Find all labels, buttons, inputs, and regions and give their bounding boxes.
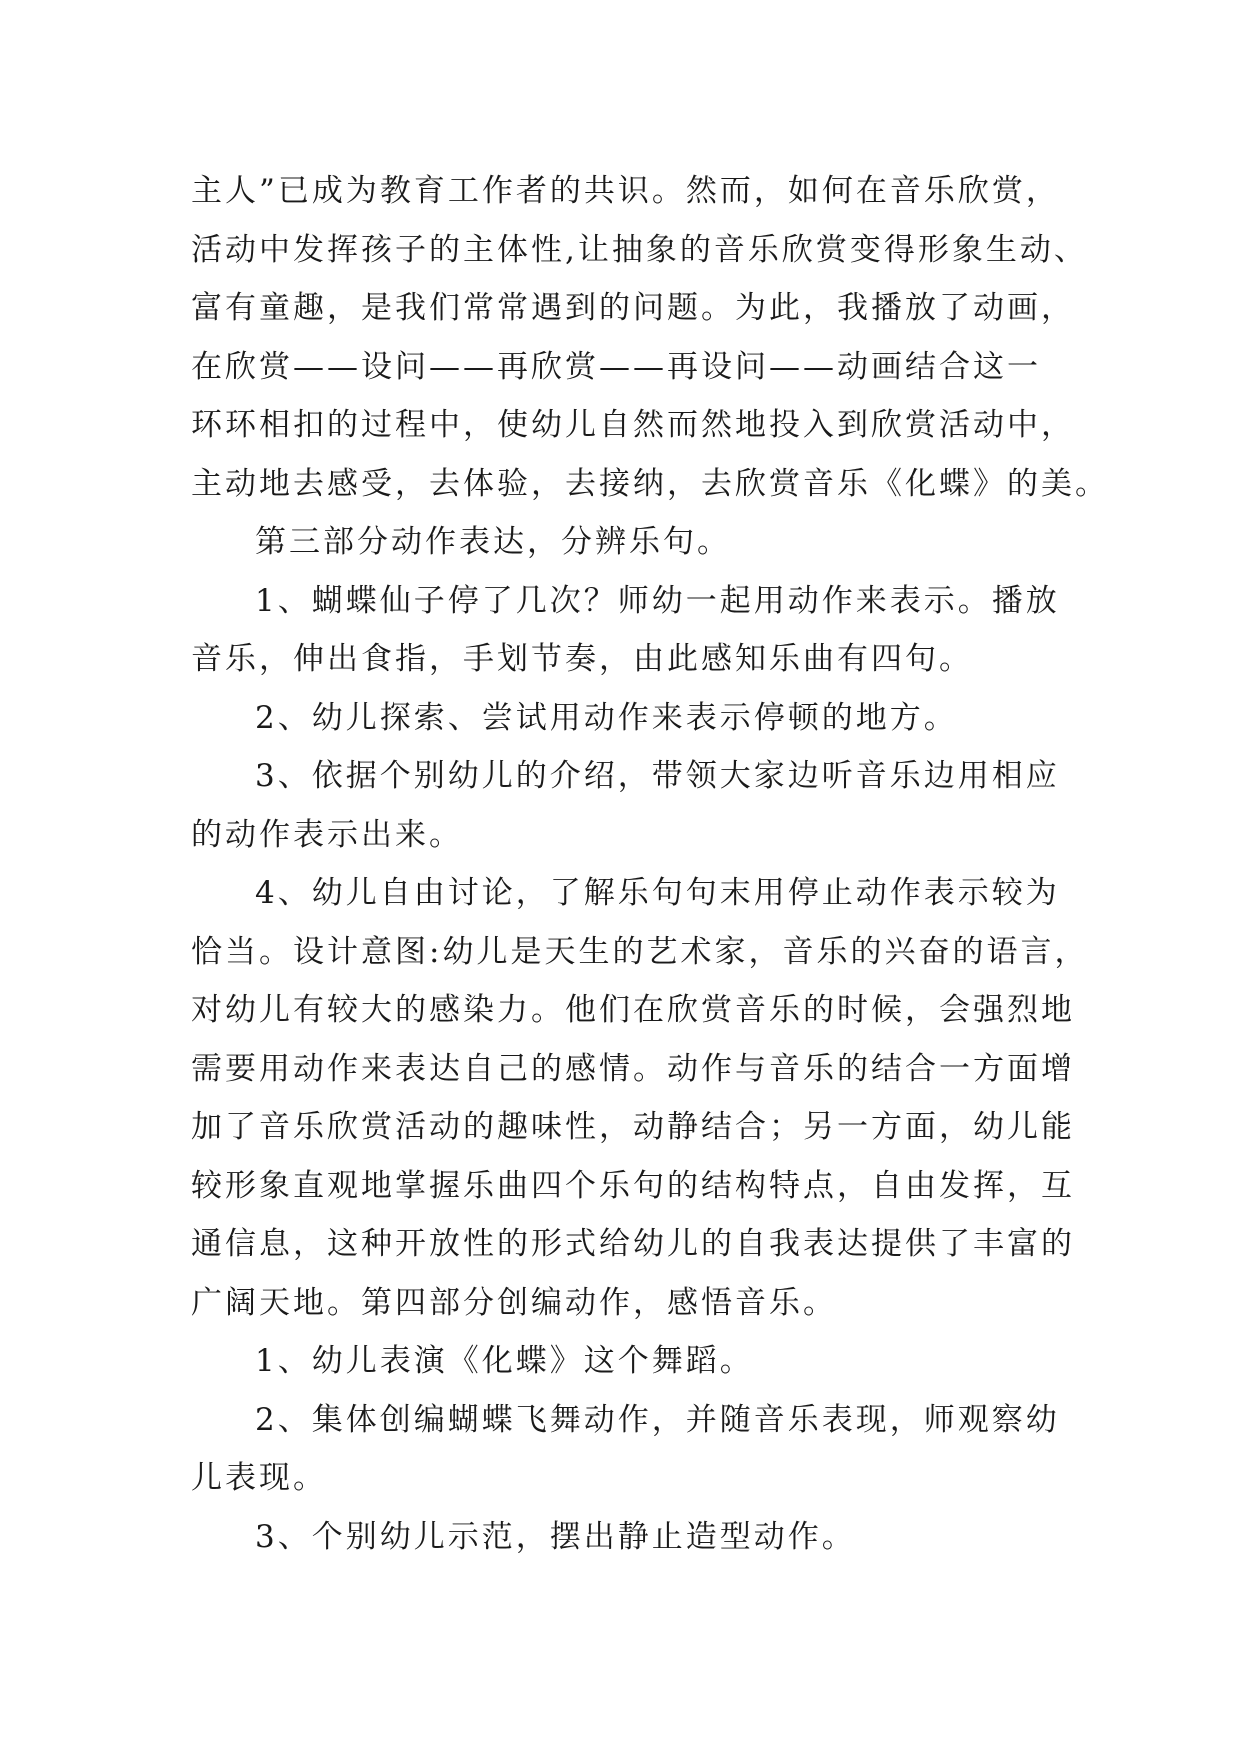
list-item-line: 3、依据个别幼儿的介绍，带领大家边听音乐边用相应 <box>255 758 1060 794</box>
text-line: 富有童趣，是我们常常遇到的问题。为此，我播放了动画， <box>191 290 1075 326</box>
text-line: 主人”已成为教育工作者的共识。然而，如何在音乐欣赏， <box>191 173 1060 209</box>
text-line: 恰当。设计意图:幼儿是天生的艺术家，音乐的兴奋的语言， <box>191 933 1089 970</box>
text-line: 加了音乐欣赏活动的趣味性，动静结合；另一方面，幼儿能 <box>191 1109 1075 1145</box>
text-line: 通信息，这种开放性的形式给幼儿的自我表达提供了丰富的 <box>191 1226 1075 1262</box>
text-line: 的动作表示出来。 <box>191 816 463 853</box>
text-line: 对幼儿有较大的感染力。他们在欣赏音乐的时候，会强烈地 <box>191 992 1075 1028</box>
text-line: 广阔天地。第四部分创编动作，感悟音乐。 <box>191 1284 837 1321</box>
text-line: 需要用动作来表达自己的感情。动作与音乐的结合一方面增 <box>191 1050 1075 1087</box>
document-body <box>191 162 1109 1566</box>
text-line: 在欣赏——设问——再欣赏——再设问——动画结合这一 <box>191 348 1041 385</box>
text-line: 较形象直观地掌握乐曲四个乐句的结构特点，自由发挥，互 <box>191 1167 1075 1204</box>
text-line: 音乐，伸出食指，手划节奏，由此感知乐曲有四句。 <box>191 641 973 677</box>
list-item-line: 4、幼儿自由讨论，了解乐句句末用停止动作表示较为 <box>255 875 1060 911</box>
text-line: 主动地去感受，去体验，去接纳，去欣赏音乐《化蝶》的美。 <box>191 465 1109 502</box>
list-item-line: 1、蝴蝶仙子停了几次？师幼一起用动作来表示。播放 <box>255 582 1060 619</box>
list-item-line: 1、幼儿表演《化蝶》这个舞蹈。 <box>255 1343 754 1379</box>
text-line: 儿表现。 <box>191 1460 327 1496</box>
list-item-line: 2、集体创编蝴蝶飞舞动作，并随音乐表现，师观察幼 <box>255 1401 1060 1438</box>
text-line: 活动中发挥孩子的主体性,让抽象的音乐欣赏变得形象生动、 <box>191 231 1088 268</box>
list-item-line: 3、个别幼儿示范，摆出静止造型动作。 <box>255 1518 856 1555</box>
section-heading-part-three: 第三部分动作表达，分辨乐句。 <box>255 524 731 560</box>
list-item-line: 2、幼儿探索、尝试用动作来表示停顿的地方。 <box>255 699 958 736</box>
text-line: 环环相扣的过程中，使幼儿自然而然地投入到欣赏活动中， <box>191 407 1075 443</box>
